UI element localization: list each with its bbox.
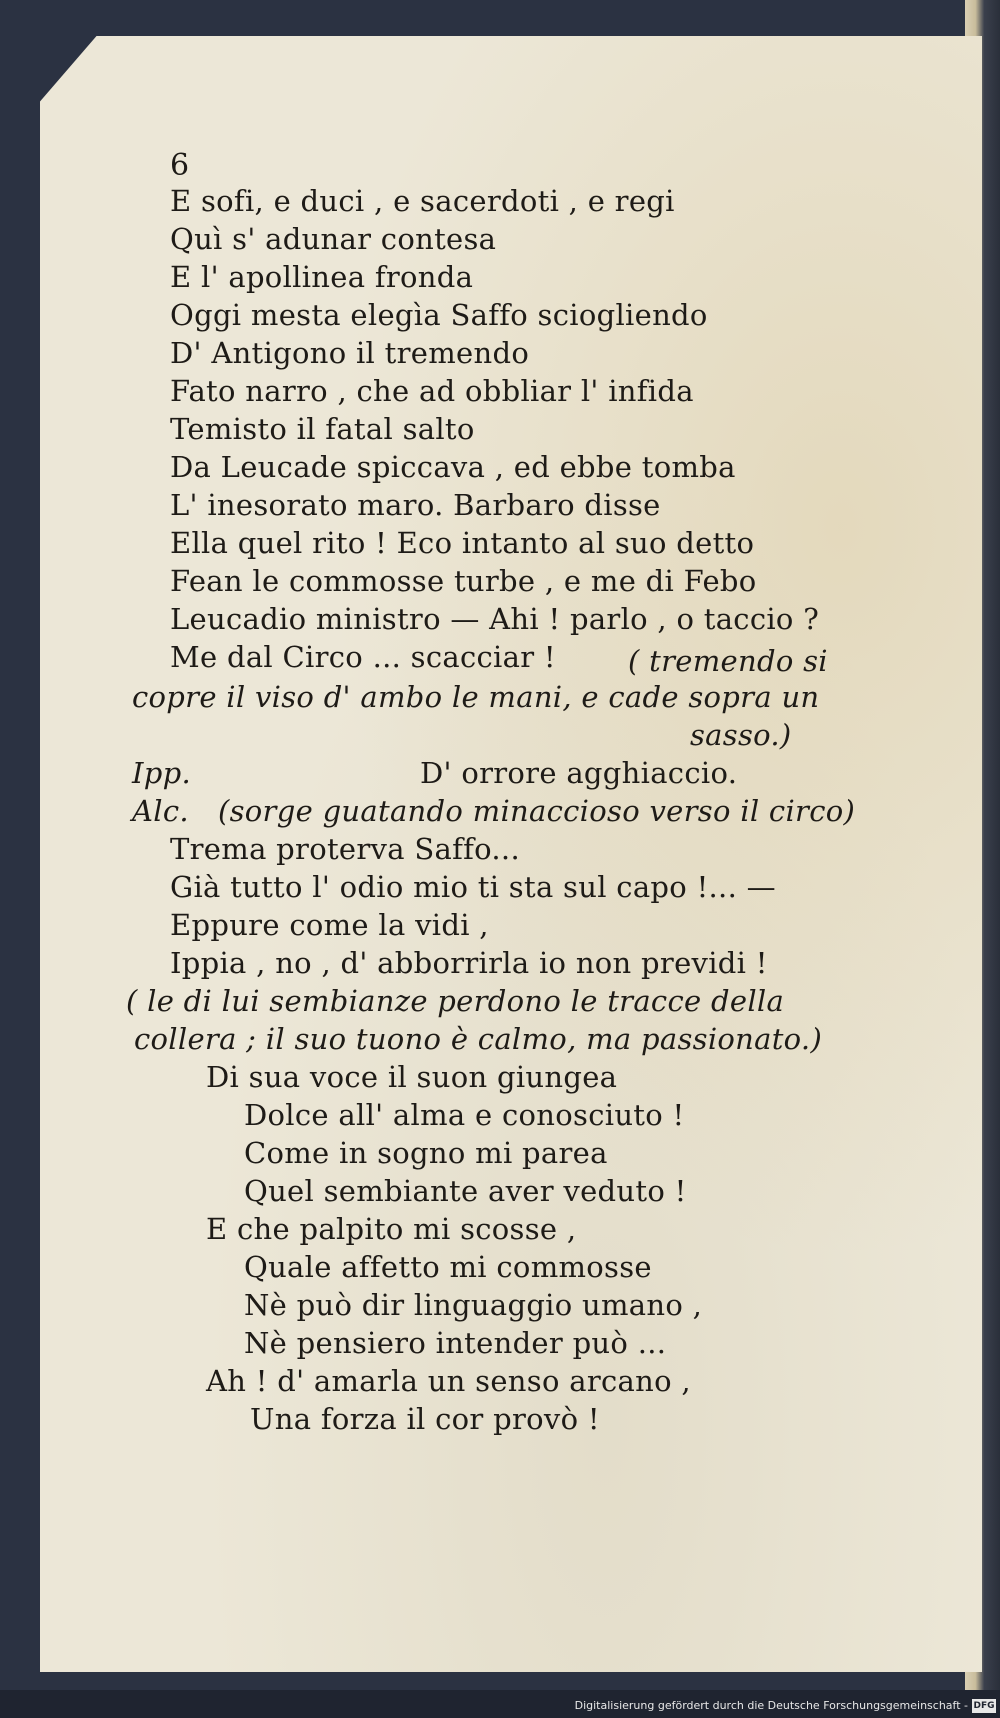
verse-line: Nè pensiero intender può ... (244, 1326, 667, 1360)
verse-line: E sofi, e duci , e sacerdoti , e regi (170, 184, 675, 218)
verse-line: E l' apollinea fronda (170, 260, 474, 294)
verse-line: Me dal Circo ... scacciar ! (170, 640, 556, 674)
verse-line: Fato narro , che ad obbliar l' infida (170, 374, 694, 408)
verse-line: Ippia , no , d' abborrirla io non previdi ! (170, 946, 768, 980)
stage-direction: copre il viso d' ambo le mani, e cade sopra un (132, 680, 820, 714)
verse-line: Trema proterva Saffo... (170, 832, 520, 866)
verse-line: Fean le commosse turbe , e me di Febo (170, 564, 757, 598)
verse-line: Già tutto l' odio mio ti sta sul capo !... — (170, 870, 776, 904)
footer-bar (0, 1690, 1000, 1718)
stage-direction: collera ; il suo tuono è calmo, ma passionato.) (134, 1022, 823, 1056)
stage-direction: ( tremendo si (628, 644, 828, 678)
verse-line: Oggi mesta elegìa Saffo sciogliendo (170, 298, 708, 332)
verse-line: Quì s' adunar contesa (170, 222, 497, 256)
verse-line: Di sua voce il suon giungea (206, 1060, 618, 1094)
verse-line: Temisto il fatal salto (170, 412, 475, 446)
verse-line: Quel sembiante aver veduto ! (244, 1174, 687, 1208)
verse-line: Come in sogno mi parea (244, 1136, 608, 1170)
verse-line: Leucadio ministro — Ahi ! parlo , o taccio ? (170, 602, 820, 636)
verse-line: L' inesorato maro. Barbaro disse (170, 488, 661, 522)
verse-line: Dolce all' alma e conosciuto ! (244, 1098, 685, 1132)
verse-line: Ella quel rito ! Eco intanto al suo detto (170, 526, 755, 560)
dfg-logo: DFG (973, 1701, 995, 1711)
stage-direction: (sorge guatando minaccioso verso il circo) (218, 794, 856, 828)
speaker-name: Alc. (132, 794, 189, 828)
stage-direction: ( le di lui sembianze perdono le tracce della (126, 984, 785, 1018)
stage-direction: sasso.) (690, 718, 792, 752)
speaker-name: Ipp. (132, 756, 192, 790)
verse-line: Eppure come la vidi , (170, 908, 489, 942)
funding-credit: Digitalisierung gefördert durch die Deutsche Forschungsgemeinschaft - (574, 1699, 968, 1712)
verse-line: Da Leucade spiccava , ed ebbe tomba (170, 450, 736, 484)
verse-line: D' Antigono il tremendo (170, 336, 530, 370)
verse-line: Quale affetto mi commosse (244, 1250, 652, 1284)
page-number: 6 (170, 148, 190, 183)
verse-line: Ah ! d' amarla un senso arcano , (206, 1364, 691, 1398)
verse-line: Una forza il cor provò ! (250, 1402, 600, 1436)
verse-line: E che palpito mi scosse , (206, 1212, 577, 1246)
verse-line: D' orrore agghiaccio. (420, 756, 738, 790)
verse-line: Nè può dir linguaggio umano , (244, 1288, 703, 1322)
